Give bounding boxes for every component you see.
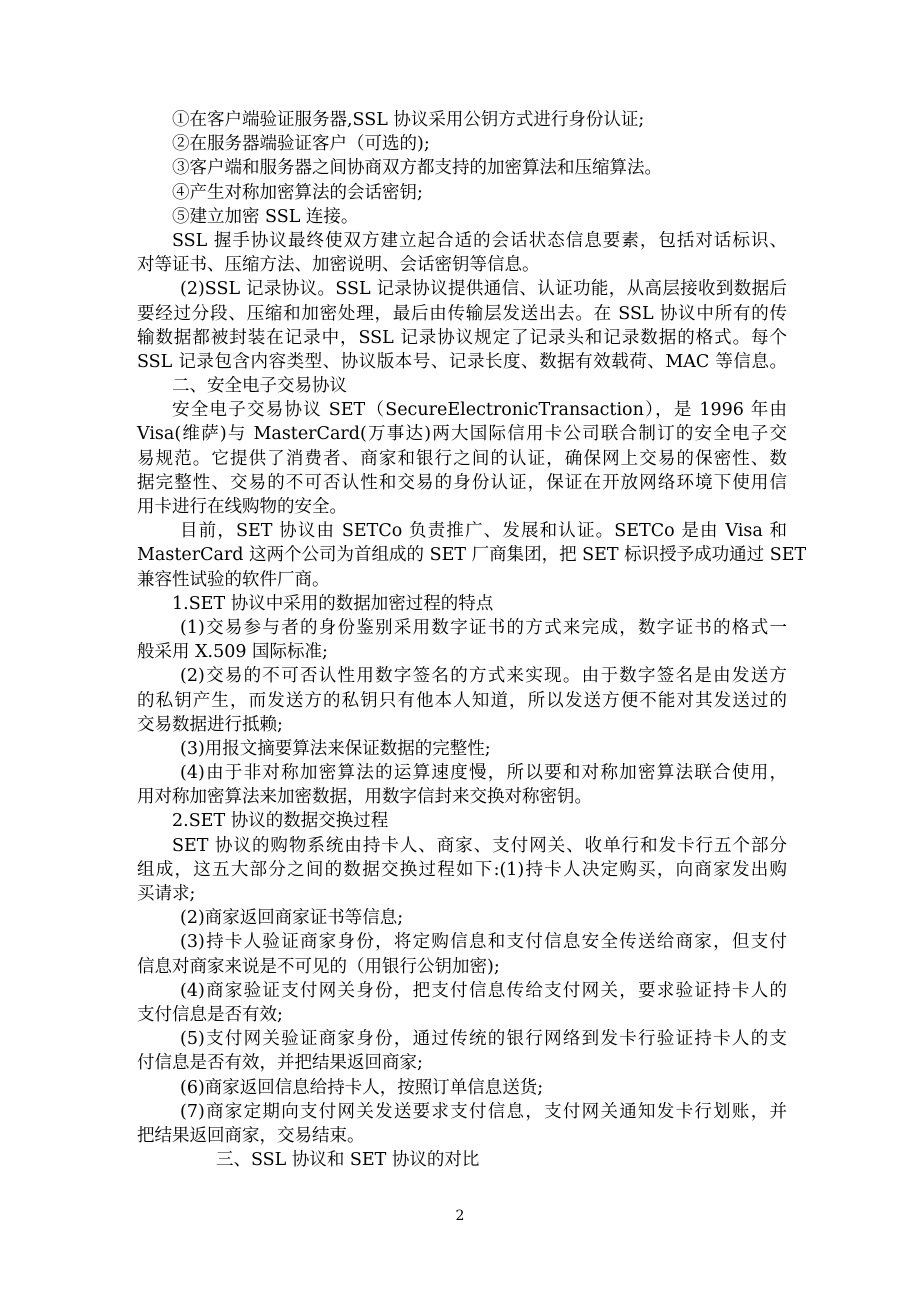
- text-line: (2)SSL 记录协议。SSL 记录协议提供通信、认证功能，从高层接收到数据后: [180, 279, 787, 300]
- text-line: (6)商家返回信息给持卡人，按照订单信息送货;: [180, 1077, 544, 1098]
- text-line: 把结果返回商家，交易结束。: [137, 1125, 365, 1146]
- text-line: SET 协议的购物系统由持卡人、商家、支付网关、收单行和发卡行五个部分: [172, 835, 787, 856]
- text-line: 般采用 X.509 国际标准;: [137, 642, 328, 663]
- text-line: (4)由于非对称加密算法的运算速度慢，所以要和对称加密算法联合使用，: [180, 763, 787, 784]
- text-line: 交易数据进行抵赖;: [137, 714, 283, 735]
- text-line: 安全电子交易协议 SET（SecureElectronicTransaction），是 1996 年由: [172, 400, 787, 421]
- text-line: SSL 记录包含内容类型、协议版本号、记录长度、数据有效载荷、MAC 等信息。: [137, 351, 787, 372]
- text-line: ②在服务器端验证客户（可选的);: [172, 134, 430, 155]
- text-line: Visa(维萨)与 MasterCard(万事达)两大国际信用卡公司联合制订的安全电子交: [137, 424, 787, 445]
- text-line: 组成，这五大部分之间的数据交换过程如下:(1)持卡人决定购买，向商家发出购: [137, 859, 787, 880]
- text-line: (5)支付网关验证商家身份，通过传统的银行网络到发卡行验证持卡人的支: [180, 1029, 787, 1050]
- subsection-heading: 1.SET 协议中采用的数据加密过程的特点: [172, 593, 494, 614]
- text-line: 支付信息是否有效;: [137, 1004, 283, 1025]
- text-line: 买请求;: [137, 884, 196, 904]
- text-line: 要经过分段、压缩和加密处理，最后由传输层发送出去。在 SSL 协议中所有的传: [137, 303, 787, 324]
- section-heading: 二、安全电子交易协议: [172, 376, 347, 397]
- text-line: 用卡进行在线购物的安全。: [137, 497, 347, 517]
- text-line: 兼容性试验的软件厂商。: [137, 569, 330, 590]
- section-heading: 三、SSL 协议和 SET 协议的对比: [216, 1150, 480, 1171]
- text-line: (2)交易的不可否认性用数字签名的方式来实现。由于数字签名是由发送方: [180, 666, 787, 687]
- text-line: ①在客户端验证服务器,SSL 协议采用公钥方式进行身份认证;: [172, 110, 645, 130]
- text-line: 用对称加密算法来加密数据，用数字信封来交换对称密钥。: [137, 787, 592, 808]
- text-line: 信息对商家来说是不可见的（用银行公钥加密);: [137, 956, 500, 977]
- text-line: 目前，SET 协议由 SETCo 负责推广、发展和认证。SETCo 是由 Visa 和: [180, 521, 787, 542]
- text-line: 输数据都被封装在记录中，SSL 记录协议规定了记录头和记录数据的格式。每个: [137, 327, 787, 348]
- text-line: SSL 握手协议最终使双方建立起合适的会话状态信息要素，包括对话标识、: [172, 230, 787, 251]
- subsection-heading: 2.SET 协议的数据交换过程: [172, 811, 389, 832]
- text-line: ③客户端和服务器之间协商双方都支持的加密算法和压缩算法。: [172, 158, 662, 179]
- text-line: ④产生对称加密算法的会话密钥;: [172, 182, 423, 203]
- text-line: (4)商家验证支付网关身份，把支付信息传给支付网关，要求验证持卡人的: [180, 980, 787, 1001]
- text-line: 付信息是否有效，并把结果返回商家;: [137, 1053, 423, 1074]
- text-line: 据完整性、交易的不可否认性和交易的身份认证，保证在开放网络环境下使用信: [137, 472, 787, 493]
- text-line: ⑤建立加密 SSL 连接。: [172, 206, 359, 227]
- text-line: (3)持卡人验证商家身份，将定购信息和支付信息安全传送给商家，但支付: [180, 932, 787, 953]
- text-line: (2)商家返回商家证书等信息;: [180, 908, 404, 929]
- text-line: (3)用报文摘要算法来保证数据的完整性;: [180, 738, 491, 759]
- text-line: MasterCard 这两个公司为首组成的 SET 厂商集团，把 SET 标识授予成功通过 SET: [137, 545, 807, 566]
- text-line: 对等证书、压缩方法、加密说明、会话密钥等信息。: [137, 255, 540, 276]
- page-number: 2: [455, 1208, 465, 1224]
- text-line: (7)商家定期向支付网关发送要求支付信息，支付网关通知发卡行划账，并: [180, 1101, 787, 1122]
- text-line: 的私钥产生，而发送方的私钥只有他本人知道，所以发送方便不能对其发送过的: [137, 690, 787, 711]
- text-line: (1)交易参与者的身份鉴别采用数字证书的方式来完成，数字证书的格式一: [180, 617, 787, 638]
- text-line: 易规范。它提供了消费者、商家和银行之间的认证，确保网上交易的保密性、数: [137, 448, 787, 469]
- document-body: [137, 108, 807, 1172]
